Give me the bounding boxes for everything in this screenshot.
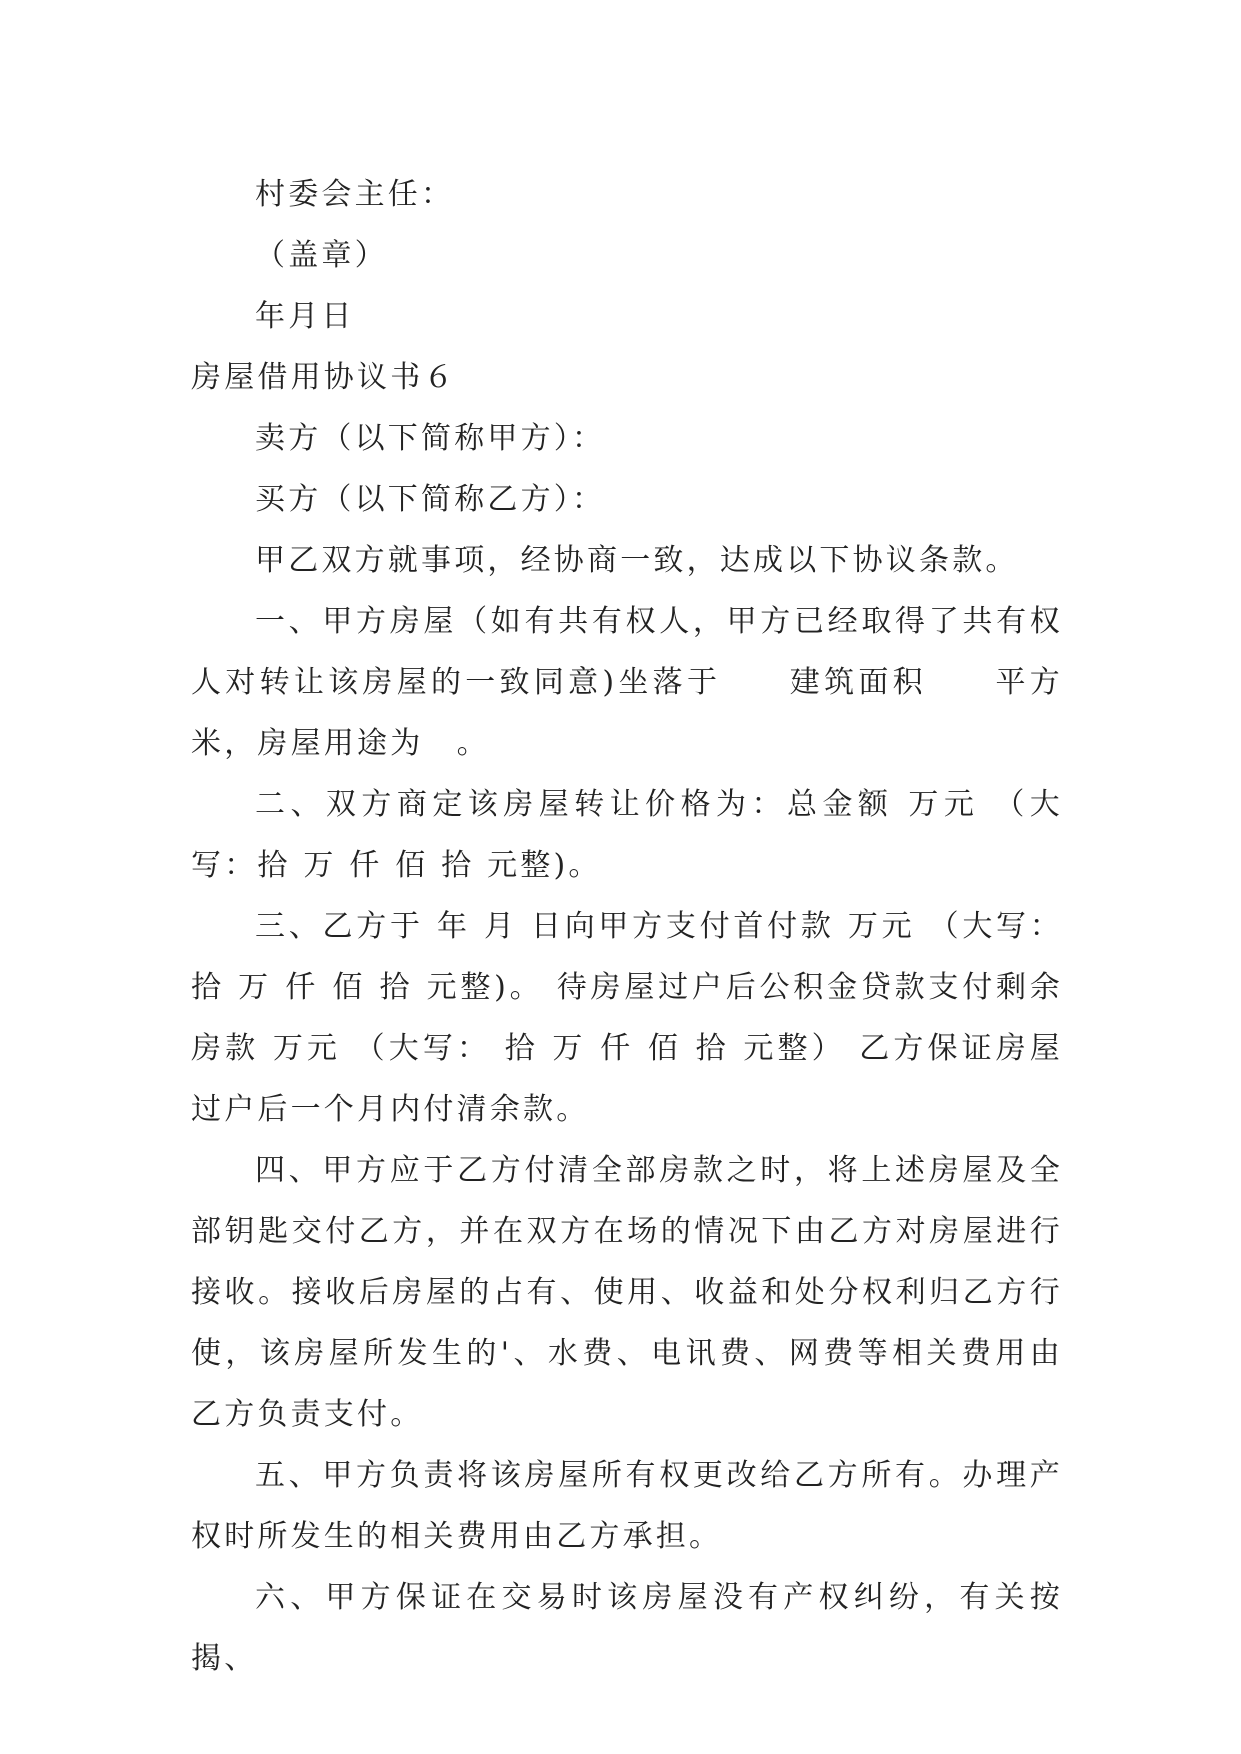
clause-4: 四、甲方应于乙方付清全部房款之时，将上述房屋及全部钥匙交付乙方，并在双方在场的情况下由乙方对房屋进行接收。接收后房屋的占有、使用、收益和处分权利归乙方行使，该房屋所发生的'、水费、电讯费、网费等相关费用由乙方负责支付。 bbox=[191, 1153, 1063, 1432]
signature-line-village-director: 村委会主任： bbox=[255, 177, 455, 212]
seller-line: 卖方（以下简称甲方）： bbox=[255, 421, 606, 456]
clause-3: 三、乙方于 年 月 日向甲方支付首付款 万元 （大写：拾 万 仟 佰 拾 元整)。 待房屋过户后公积金贷款支付剩余房款 万元 （大写： 拾 万 仟 佰 拾 元整） 乙方保证房屋过户后一个月内付清余款。 bbox=[191, 909, 1063, 1127]
seal-line: （盖章） bbox=[255, 238, 388, 273]
clause-6: 六、甲方保证在交易时该房屋没有产权纠纷，有关按揭、 bbox=[191, 1580, 1063, 1676]
date-line: 年月日 bbox=[255, 299, 355, 334]
buyer-line: 买方（以下简称乙方）： bbox=[255, 482, 606, 517]
document-body bbox=[191, 164, 1063, 1689]
clause-5: 五、甲方负责将该房屋所有权更改给乙方所有。办理产权时所发生的相关费用由乙方承担。 bbox=[191, 1458, 1063, 1554]
agreement-intro: 甲乙双方就事项，经协商一致，达成以下协议条款。 bbox=[255, 543, 1019, 578]
clause-1: 一、甲方房屋（如有共有权人，甲方已经取得了共有权人对转让该房屋的一致同意)坐落于 建筑面积 平方米，房屋用途为 。 bbox=[191, 604, 1063, 761]
clause-2: 二、双方商定该房屋转让价格为：总金额 万元 （大写：拾 万 仟 佰 拾 元整)。 bbox=[191, 787, 1063, 883]
document-title: 房屋借用协议书６ bbox=[191, 360, 457, 395]
